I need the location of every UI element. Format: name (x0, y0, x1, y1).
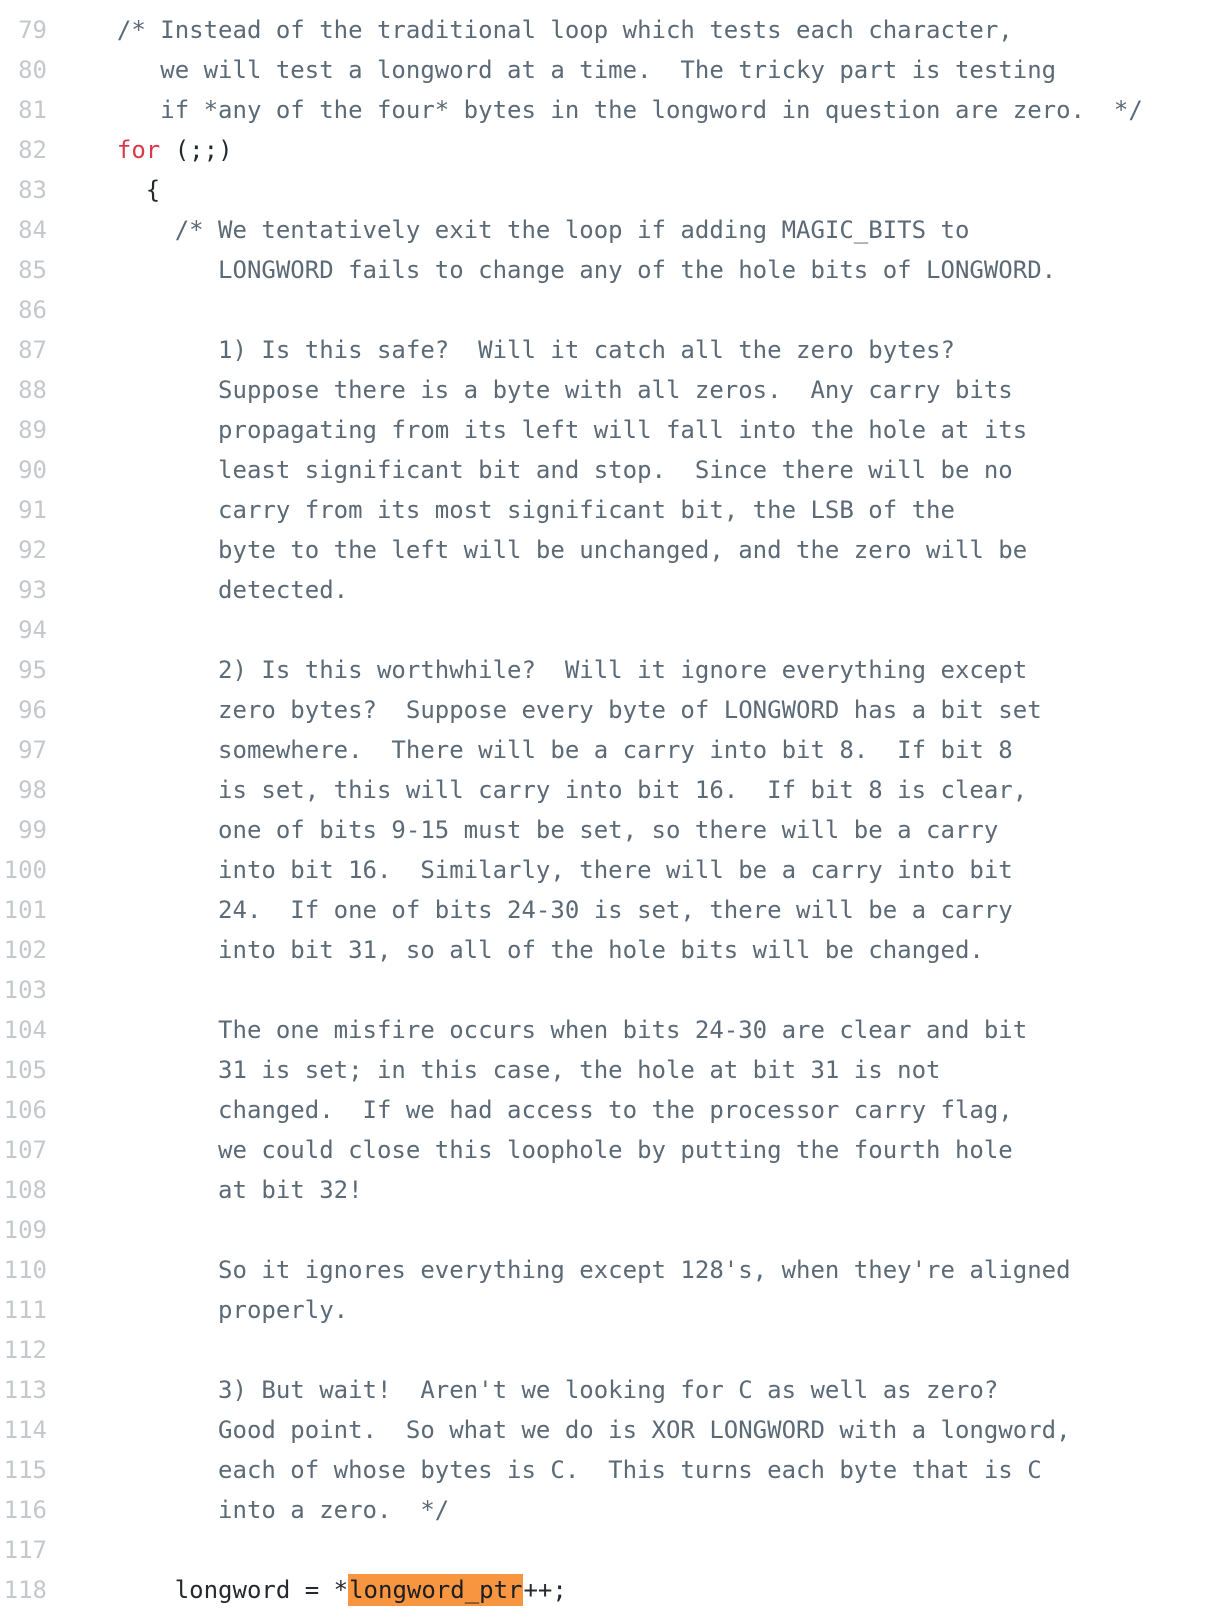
code-text (88, 250, 1056, 290)
code-line (0, 1090, 1208, 1130)
code-segment: 2) Is this worthwhile? Will it ignore everything except (88, 656, 1028, 684)
code-line (0, 1010, 1208, 1050)
line-number[interactable]: 103 (3, 976, 47, 1004)
code-text (88, 570, 348, 610)
code-segment: /* Instead of the traditional loop which tests each character, (88, 16, 1013, 44)
code-segment (88, 136, 117, 164)
code-segment: 3) But wait! Aren't we looking for C as well as zero? (88, 1376, 999, 1404)
code-line (0, 210, 1208, 250)
line-number[interactable]: 110 (3, 1256, 47, 1284)
line-number[interactable]: 85 (18, 256, 47, 284)
code-text (88, 690, 1042, 730)
code-text (88, 490, 955, 530)
code-line (0, 1250, 1208, 1290)
line-number[interactable]: 101 (3, 896, 47, 924)
code-text (88, 1170, 363, 1210)
code-line (0, 410, 1208, 450)
code-line (0, 1490, 1208, 1530)
line-number[interactable]: 90 (18, 456, 47, 484)
code-segment: is set, this will carry into bit 16. If bit 8 is clear, (88, 776, 1028, 804)
code-segment: So it ignores everything except 128's, when they're aligned (88, 1256, 1071, 1284)
code-line (0, 450, 1208, 490)
code-line (0, 1370, 1208, 1410)
code-text (88, 1490, 449, 1530)
code-line (0, 1050, 1208, 1090)
code-line (0, 290, 1208, 330)
code-line (0, 570, 1208, 610)
line-number[interactable]: 98 (18, 776, 47, 804)
line-number[interactable]: 100 (3, 856, 47, 884)
line-number[interactable]: 94 (18, 616, 47, 644)
code-text (88, 1570, 567, 1610)
code-segment: Suppose there is a byte with all zeros. Any carry bits (88, 376, 1013, 404)
code-text (88, 1130, 1013, 1170)
line-number[interactable]: 89 (18, 416, 47, 444)
line-number[interactable]: 102 (3, 936, 47, 964)
line-number[interactable]: 80 (18, 56, 47, 84)
code-segment: LONGWORD fails to change any of the hole bits of LONGWORD. (88, 256, 1057, 284)
code-line (0, 90, 1208, 130)
code-segment: detected. (88, 576, 349, 604)
code-line (0, 10, 1208, 50)
code-line (0, 330, 1208, 370)
line-number[interactable]: 97 (18, 736, 47, 764)
code-text (88, 1450, 1042, 1490)
code-line (0, 170, 1208, 210)
code-segment: propagating from its left will fall into the hole at its (88, 416, 1028, 444)
code-text (88, 1290, 348, 1330)
code-text (88, 770, 1027, 810)
code-segment: ++; (523, 1576, 567, 1604)
code-segment: one of bits 9-15 must be set, so there will be a carry (88, 816, 999, 844)
highlighted-token[interactable]: longword_ptr (349, 1576, 523, 1604)
code-line (0, 130, 1208, 170)
line-number[interactable]: 106 (3, 1096, 47, 1124)
code-text (88, 410, 1027, 450)
code-segment: into bit 16. Similarly, there will be a carry into bit (88, 856, 1013, 884)
line-number[interactable]: 113 (3, 1376, 47, 1404)
code-line (0, 890, 1208, 930)
code-segment: Good point. So what we do is XOR LONGWORD with a longword, (88, 1416, 1071, 1444)
line-number[interactable]: 82 (18, 136, 47, 164)
code-text (88, 210, 969, 250)
code-segment: we could close this loophole by putting the fourth hole (88, 1136, 1013, 1164)
code-segment: least significant bit and stop. Since there will be no (88, 456, 1013, 484)
code-segment: into a zero. */ (88, 1496, 450, 1524)
code-line (0, 690, 1208, 730)
code-segment: for (116, 136, 161, 164)
code-segment: 24. If one of bits 24-30 is set, there will be a carry (88, 896, 1013, 924)
code-segment: changed. If we had access to the processor carry flag, (88, 1096, 1013, 1124)
code-text (88, 650, 1027, 690)
code-segment: The one misfire occurs when bits 24-30 are clear and bit (88, 1016, 1028, 1044)
code-line (0, 370, 1208, 410)
line-number[interactable]: 95 (18, 656, 47, 684)
line-number[interactable]: 108 (3, 1176, 47, 1204)
line-number[interactable]: 107 (3, 1136, 47, 1164)
code-text (88, 890, 1013, 930)
code-text (88, 810, 998, 850)
code-line (0, 1290, 1208, 1330)
code-text (88, 530, 1027, 570)
code-line (0, 1530, 1208, 1570)
code-line (0, 650, 1208, 690)
code-line (0, 1170, 1208, 1210)
code-line (0, 1410, 1208, 1450)
code-text (88, 130, 233, 170)
code-line (0, 810, 1208, 850)
code-line (0, 250, 1208, 290)
line-number[interactable]: 84 (18, 216, 47, 244)
line-number[interactable]: 86 (18, 296, 47, 324)
code-line (0, 850, 1208, 890)
code-text (88, 1050, 941, 1090)
code-text (88, 370, 1013, 410)
line-number[interactable]: 116 (3, 1496, 47, 1524)
code-text (88, 450, 1013, 490)
code-text (88, 1090, 1013, 1130)
code-segment: (;;) (160, 136, 233, 164)
code-segment: { (88, 176, 161, 204)
code-segment: if *any of the four* bytes in the longword in question are zero. */ (88, 96, 1143, 124)
code-segment: somewhere. There will be a carry into bit 8. If bit 8 (88, 736, 1013, 764)
code-line (0, 970, 1208, 1010)
code-text (88, 1010, 1027, 1050)
code-line (0, 730, 1208, 770)
code-line (0, 1570, 1208, 1610)
line-number[interactable]: 88 (18, 376, 47, 404)
line-number[interactable]: 104 (3, 1016, 47, 1044)
code-text (88, 330, 955, 370)
code-segment: longword = * (88, 1576, 349, 1604)
line-number[interactable]: 111 (3, 1296, 47, 1324)
code-text (88, 170, 160, 210)
code-segment: carry from its most significant bit, the LSB of the (88, 496, 955, 524)
code-segment: at bit 32! (88, 1176, 363, 1204)
line-number[interactable]: 115 (3, 1456, 47, 1484)
line-number[interactable]: 96 (18, 696, 47, 724)
code-text (88, 1250, 1071, 1290)
code-segment: each of whose bytes is C. This turns each byte that is C (88, 1456, 1042, 1484)
code-line (0, 490, 1208, 530)
line-number[interactable]: 118 (3, 1576, 47, 1604)
code-segment: we will test a longword at a time. The tricky part is testing (88, 56, 1057, 84)
line-number[interactable]: 79 (18, 16, 47, 44)
line-number[interactable]: 114 (3, 1416, 47, 1444)
code-segment: byte to the left will be unchanged, and the zero will be (88, 536, 1028, 564)
line-number[interactable]: 87 (18, 336, 47, 364)
line-number[interactable]: 99 (18, 816, 47, 844)
code-text (88, 930, 984, 970)
code-line (0, 770, 1208, 810)
code-text (88, 850, 1013, 890)
code-line (0, 50, 1208, 90)
code-segment: zero bytes? Suppose every byte of LONGWORD has a bit set (88, 696, 1042, 724)
code-line (0, 530, 1208, 570)
line-number[interactable]: 91 (18, 496, 47, 524)
code-text (88, 90, 1143, 130)
code-text (88, 10, 1013, 50)
code-text (88, 50, 1056, 90)
code-line (0, 1130, 1208, 1170)
line-number[interactable]: 93 (18, 576, 47, 604)
line-number[interactable]: 83 (18, 176, 47, 204)
line-number[interactable]: 81 (18, 96, 47, 124)
line-number[interactable]: 105 (3, 1056, 47, 1084)
code-line (0, 1330, 1208, 1370)
code-text (88, 1370, 998, 1410)
code-segment: 31 is set; in this case, the hole at bit 31 is not (88, 1056, 941, 1084)
line-number[interactable]: 112 (3, 1336, 47, 1364)
line-number[interactable]: 92 (18, 536, 47, 564)
code-segment: /* We tentatively exit the loop if adding MAGIC_BITS to (88, 216, 970, 244)
code-text (88, 730, 1013, 770)
code-line (0, 930, 1208, 970)
code-segment: properly. (88, 1296, 349, 1324)
line-number[interactable]: 117 (3, 1536, 47, 1564)
code-line (0, 1450, 1208, 1490)
code-line (0, 610, 1208, 650)
code-line (0, 1210, 1208, 1250)
code-text (88, 1410, 1071, 1450)
code-segment: 1) Is this safe? Will it catch all the zero bytes? (88, 336, 955, 364)
code-segment: into bit 31, so all of the hole bits will be changed. (88, 936, 984, 964)
line-number[interactable]: 109 (3, 1216, 47, 1244)
